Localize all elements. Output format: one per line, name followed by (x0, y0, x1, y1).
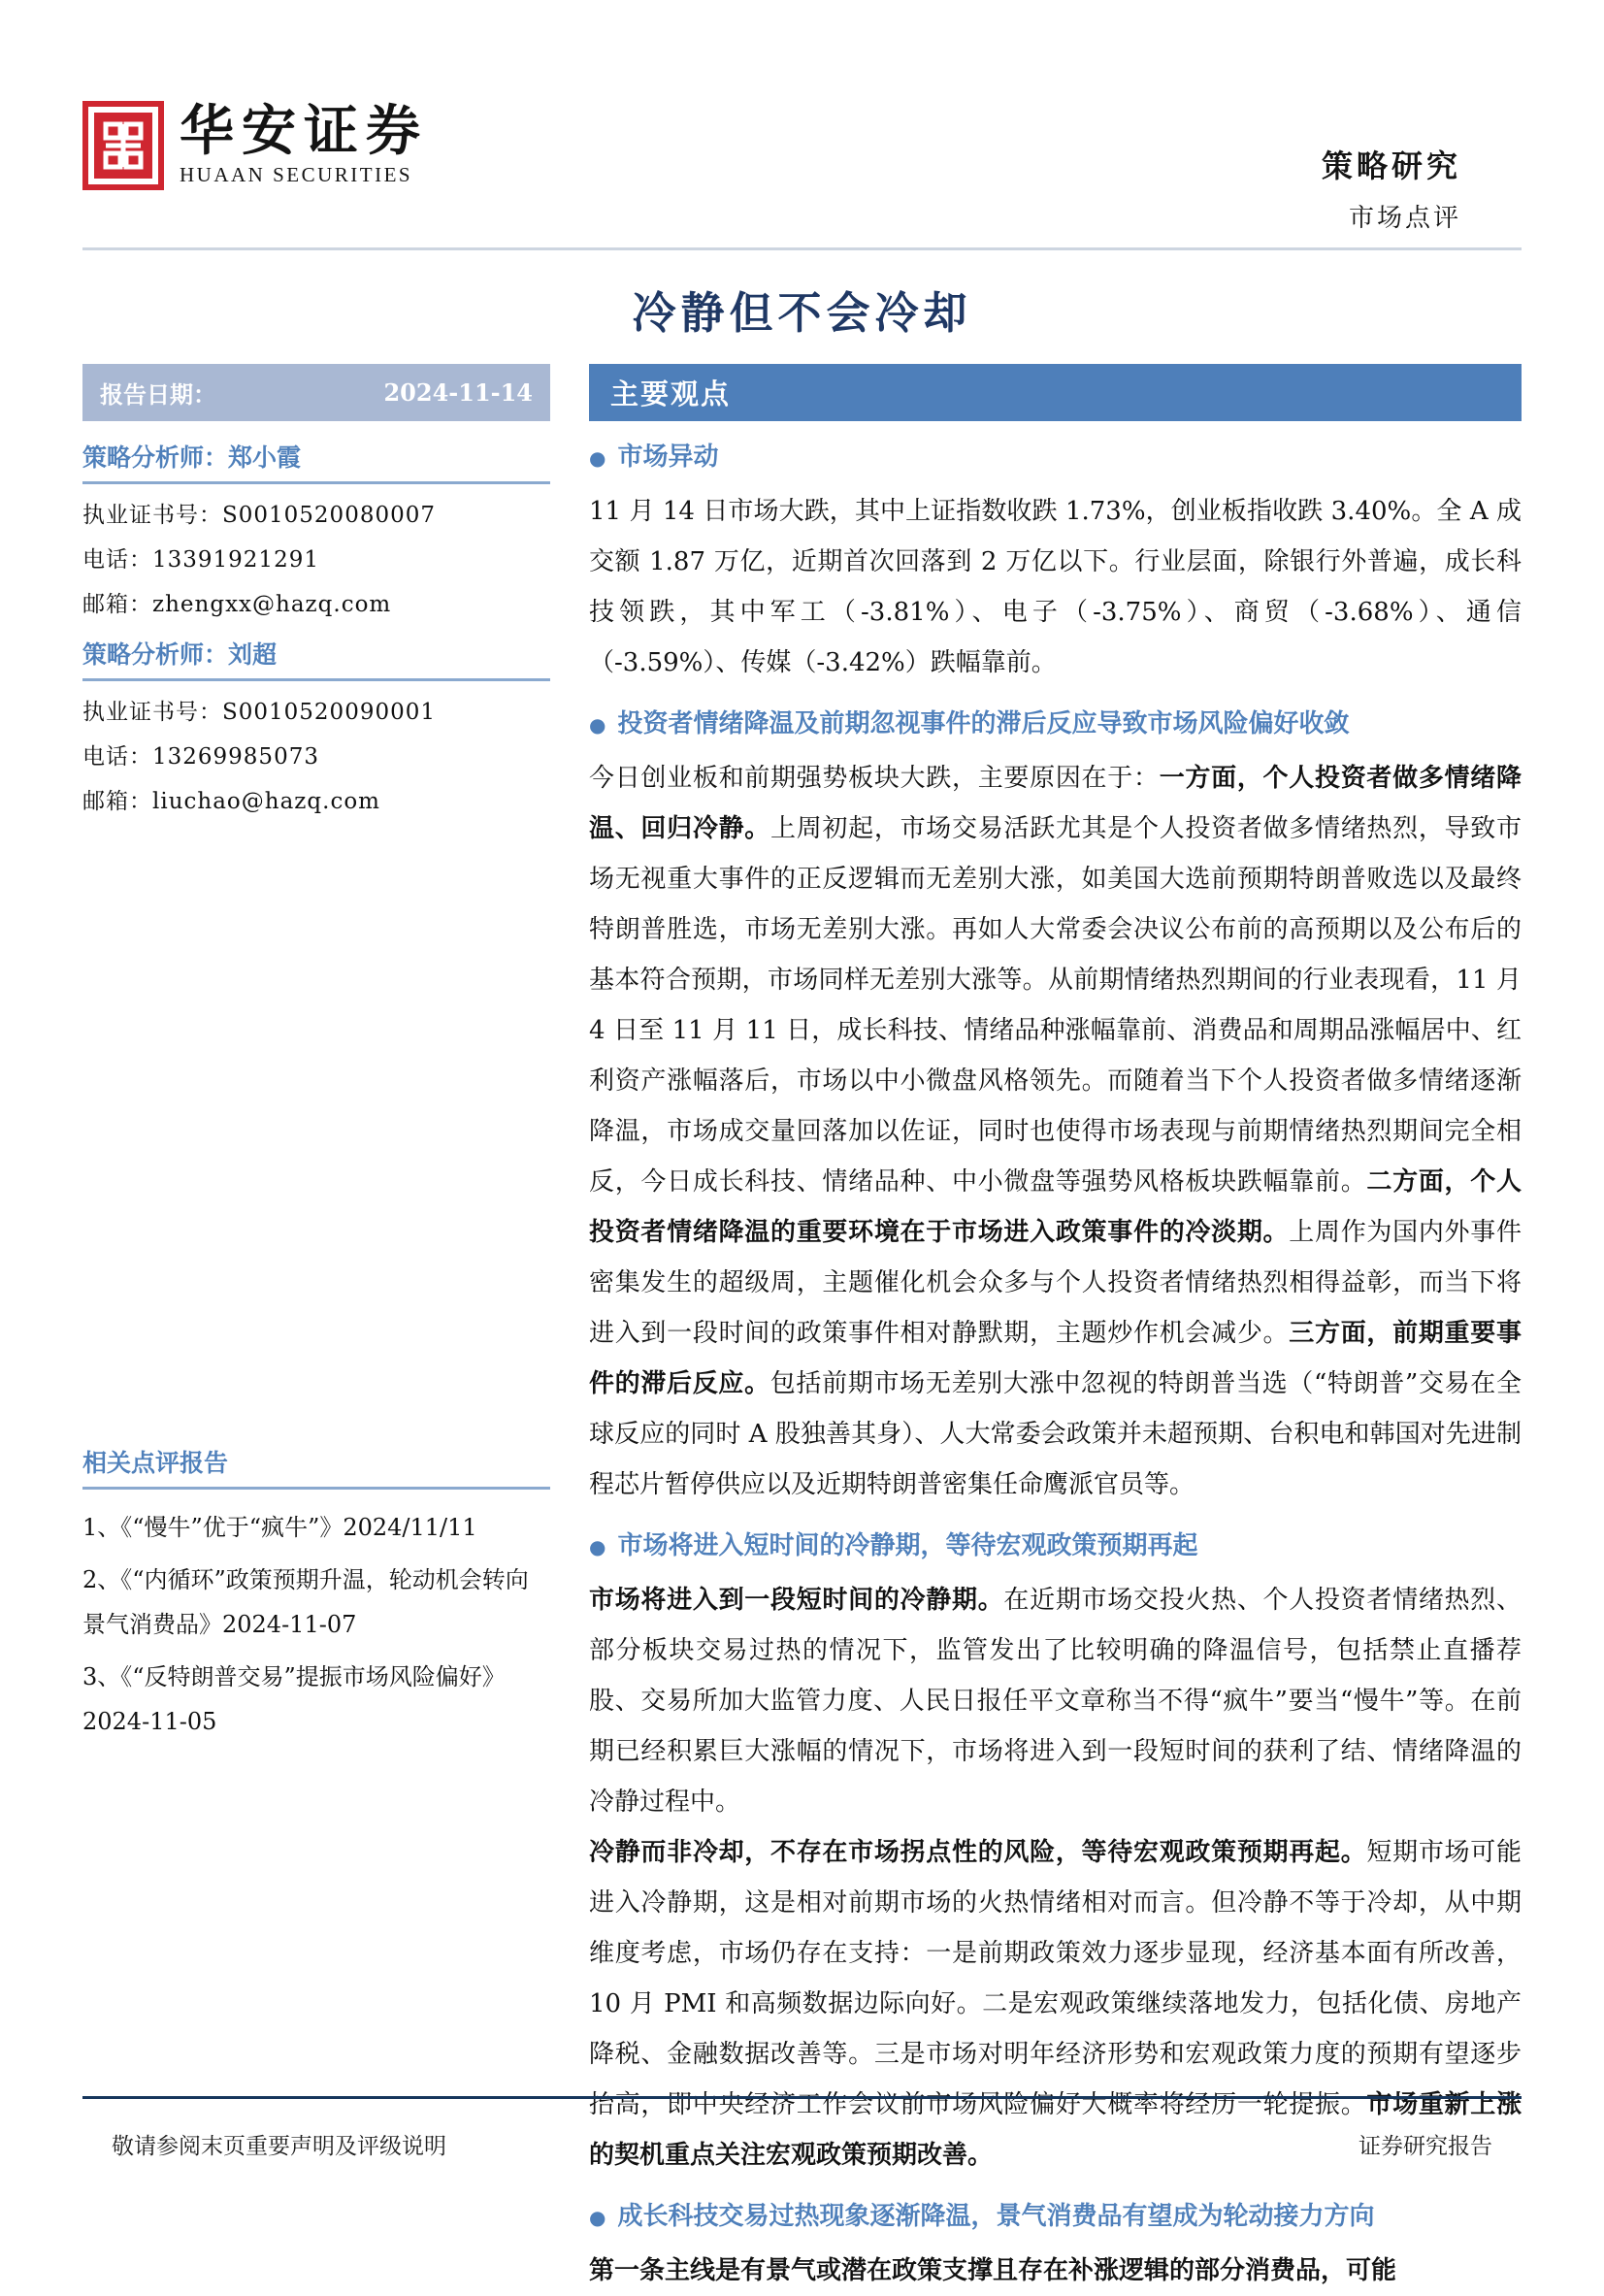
analyst-field: 执业证书号：S0010520080007 (82, 503, 436, 528)
report-subcategory: 市场点评 (1348, 204, 1461, 233)
related-report-item: 1、《“慢牛”优于“疯牛”》2024/11/11 (82, 1514, 477, 1541)
section-heading-text: 市场异动 (617, 443, 719, 472)
section-heading (589, 704, 1522, 745)
section-heading (589, 1525, 1522, 1567)
section-bullet-icon: ● (589, 446, 606, 470)
section-heading-text: 成长科技交易过热现象逐渐降温，景气消费品有望成为轮动接力方向 (617, 2202, 1375, 2231)
report-date-bar (82, 364, 550, 421)
analyst-field: 电话：13391921291 (82, 547, 319, 573)
brand-name-en: HUAAN SECURITIES (180, 163, 413, 186)
footer-disclaimer: 敬请参阅末页重要声明及评级说明 (112, 2134, 446, 2159)
brand-name-cn: 华安证券 (180, 99, 428, 163)
brand (82, 101, 428, 190)
page-title: 冷静但不会冷却 (632, 287, 972, 339)
related-reports-list (82, 1505, 550, 1744)
section-heading-text: 市场将进入短时间的冷静期，等待宏观政策预期再起 (617, 1531, 1198, 1560)
analyst-field: 电话：13269985073 (82, 744, 319, 770)
body-paragraph: 第一条主线是有景气或潜在政策支撑且存在补涨逻辑的部分消费品，可能 (589, 2256, 1397, 2285)
content-columns (82, 364, 1522, 2296)
section-bullet-icon: ● (589, 2206, 606, 2229)
analyst-role-name: 策略分析师：郑小霞 (82, 439, 550, 484)
footer-report-type: 证券研究报告 (1358, 2134, 1492, 2159)
key-points-banner: 主要观点 (589, 364, 1522, 421)
section-bullet-icon: ● (589, 713, 606, 737)
analyst-field: 执业证书号：S0010520090001 (82, 700, 436, 725)
analyst-role-name: 策略分析师：刘超 (82, 636, 550, 681)
analyst-field: 邮箱：zhengxx@hazq.com (82, 592, 392, 617)
analyst-field: 邮箱：liuchao@hazq.com (82, 789, 380, 814)
report-header (82, 0, 1522, 234)
body-paragraph: 冷静而非冷却，不存在市场拐点性的风险，等待宏观政策预期再起。短期市场可能进入冷静期，这是相对前期市场的火热情绪相对而言。但冷静不等于冷却，从中期维度考虑，市场仍存在支持：一是前期政策效力逐步显现，经济基本面有所改善，10 月 PMI 和高频数据边际向好。二是宏观政策继续落地发力，包括化债、房地产降税、金融数据改善等。三是市场对明年经济形势和宏观政策力度的预期有望逐步抬高，即中央经济工作会议前市场风险偏好大概率将经历一轮提振。市场重新上涨的契机重点关注宏观政策预期改善。 (589, 1838, 1522, 2170)
report-type (1322, 101, 1522, 234)
report-date-value: 2024-11-14 (383, 378, 533, 407)
analysts-block (82, 439, 550, 815)
body-paragraph: 11 月 14 日市场大跌，其中上证指数收跌 1.73%，创业板指收跌 3.40%。全 A 成交额 1.87 万亿，近期首次回落到 2 万亿以下。行业层面，除银行外普遍，成长科技领跌，其中军工（-3.81%）、电子（-3.75%）、商贸（-3.68%）、通信（-3.59%）、传媒（-3.42%）跌幅靠前。 (589, 497, 1522, 677)
section-heading (589, 437, 1522, 478)
sidebar (82, 364, 550, 1752)
section-heading (589, 2196, 1522, 2238)
body-paragraph: 今日创业板和前期强势板块大跌，主要原因在于：一方面，个人投资者做多情绪降温、回归冷静。上周初起，市场交易活跃尤其是个人投资者做多情绪热烈，导致市场无视重大事件的正反逻辑而无差别大涨，如美国大选前预期特朗普败选以及最终特朗普胜选，市场无差别大涨。再如人大常委会决议公布前的高预期以及公布后的基本符合预期，市场同样无差别大涨等。从前期情绪热烈期间的行业表现看，11 月 4 日至 11 月 11 日，成长科技、情绪品种涨幅靠前、消费品和周期品涨幅居中、红利资产涨幅落后，市场以中小微盘风格领先。而随着当下个人投资者做多情绪逐渐降温，市场成交量回落加以佐证，同时也使得市场表现与前期情绪热烈期间完全相反，今日成长科技、情绪品种、中小微盘等强势风格板块跌幅靠前。二方面，个人投资者情绪降温的重要环境在于市场进入政策事件的冷淡期。上周作为国内外事件密集发生的超级周，主题催化机会众多与个人投资者情绪热烈相得益彰，而当下将进入到一段时间的政策事件相对静默期，主题炒作机会减少。三方面，前期重要事件的滞后反应。包括前期市场无差别大涨中忽视的特朗普当选（“特朗普”交易在全球反应的同时 A 股独善其身）、人大常委会政策并未超预期、台积电和韩国对先进制程芯片暂停供应以及近期特朗普密集任命鹰派官员等。 (589, 764, 1522, 1499)
sections (589, 437, 1522, 2296)
related-reports (82, 1444, 550, 1744)
brand-text (180, 101, 428, 187)
section-bullet-icon: ● (589, 1535, 606, 1558)
related-reports-heading: 相关点评报告 (82, 1444, 550, 1490)
related-report-item: 2、《“内循环”政策预期升温，轮动机会转向景气消费品》2024-11-07 (82, 1566, 529, 1638)
section-heading-text: 投资者情绪降温及前期忽视事件的滞后反应导致市场风险偏好收敛 (617, 709, 1350, 738)
related-report-item: 3、《“反特朗普交易”提振市场风险偏好》2024-11-05 (82, 1663, 506, 1735)
body-paragraph: 市场将进入到一段短时间的冷静期。在近期市场交投火热、个人投资者情绪热烈、部分板块交易过热的情况下，监管发出了比较明确的降温信号，包括禁止直播荐股、交易所加大监管力度、人民日报任平文章称当不得“疯牛”要当“慢牛”等。在前期已经积累巨大涨幅的情况下，市场将进入到一段短时间的获利了结、情绪降温的冷静过程中。 (589, 1586, 1522, 1817)
report-category: 策略研究 (1321, 148, 1461, 184)
report-date-label: 报告日期： (100, 380, 216, 409)
page-footer (82, 2096, 1522, 2160)
huaan-logo-icon (82, 101, 164, 190)
main-column (589, 364, 1522, 2296)
header-divider (82, 247, 1522, 250)
